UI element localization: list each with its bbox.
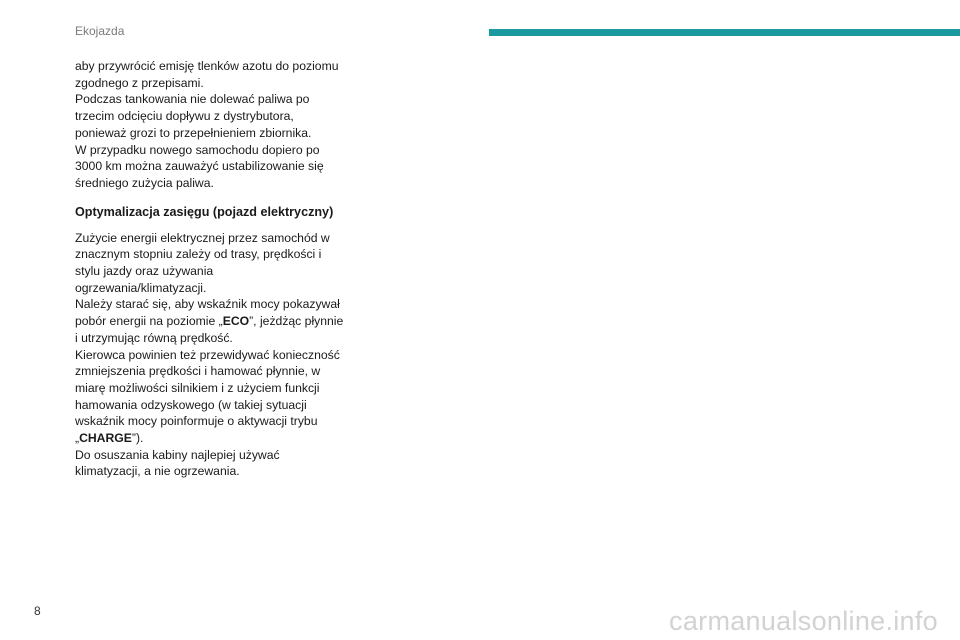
section-heading: Optymalizacja zasięgu (pojazd elektryczny) xyxy=(75,204,334,219)
page-number: 8 xyxy=(34,604,41,618)
text-run: ”, jeżdżąc płynnie i utrzymując równą prędkość. xyxy=(75,314,344,345)
text-run: Należy starać się, aby wskaźnik mocy pokazywał pobór energii na poziomie „ xyxy=(75,297,340,329)
charge-mode-label: CHARGE xyxy=(79,431,132,446)
watermark: carmanualsonline.info xyxy=(669,606,938,636)
intro-paragraph: Podczas tankowania nie dolewać paliwa po trzecim odcięciu dopływu z dystrybutora, ponieważ grozi to przepełnieniem zbiornika. xyxy=(75,92,312,140)
text-column xyxy=(75,58,345,480)
intro-paragraph: aby przywrócić emisję tlenków azotu do poziomu zgodnego z przepisami. xyxy=(75,59,339,90)
header-accent-bar xyxy=(489,29,960,36)
intro-paragraph: W przypadku nowego samochodu dopiero po 3000 km można zauważyć ustabilizowanie się średniego zużycia paliwa. xyxy=(75,142,324,190)
text-run: ”). xyxy=(131,431,144,446)
eco-mode-label: ECO xyxy=(222,314,250,329)
body-paragraph: Do osuszania kabiny najlepiej używać klimatyzacji, a nie ogrzewania. xyxy=(75,447,280,479)
text-run: Kierowca powinien też przewidywać konieczność zmniejszenia prędkości i hamować płynnie, w miarę możliwości silnikiem i z użyciem funkcji hamowania odzyskowego (w takiej sytuacji wskaźnik mocy poinformuje o aktywacji trybu „ xyxy=(75,347,340,446)
body-paragraph xyxy=(75,347,345,447)
body-paragraph xyxy=(75,296,345,346)
section-label: Ekojazda xyxy=(75,24,125,38)
body-paragraph: Zużycie energii elektrycznej przez samochód w znacznym stopniu zależy od trasy, prędkości i stylu jazdy oraz używania ogrzewania/klimatyzacji. xyxy=(75,230,330,295)
